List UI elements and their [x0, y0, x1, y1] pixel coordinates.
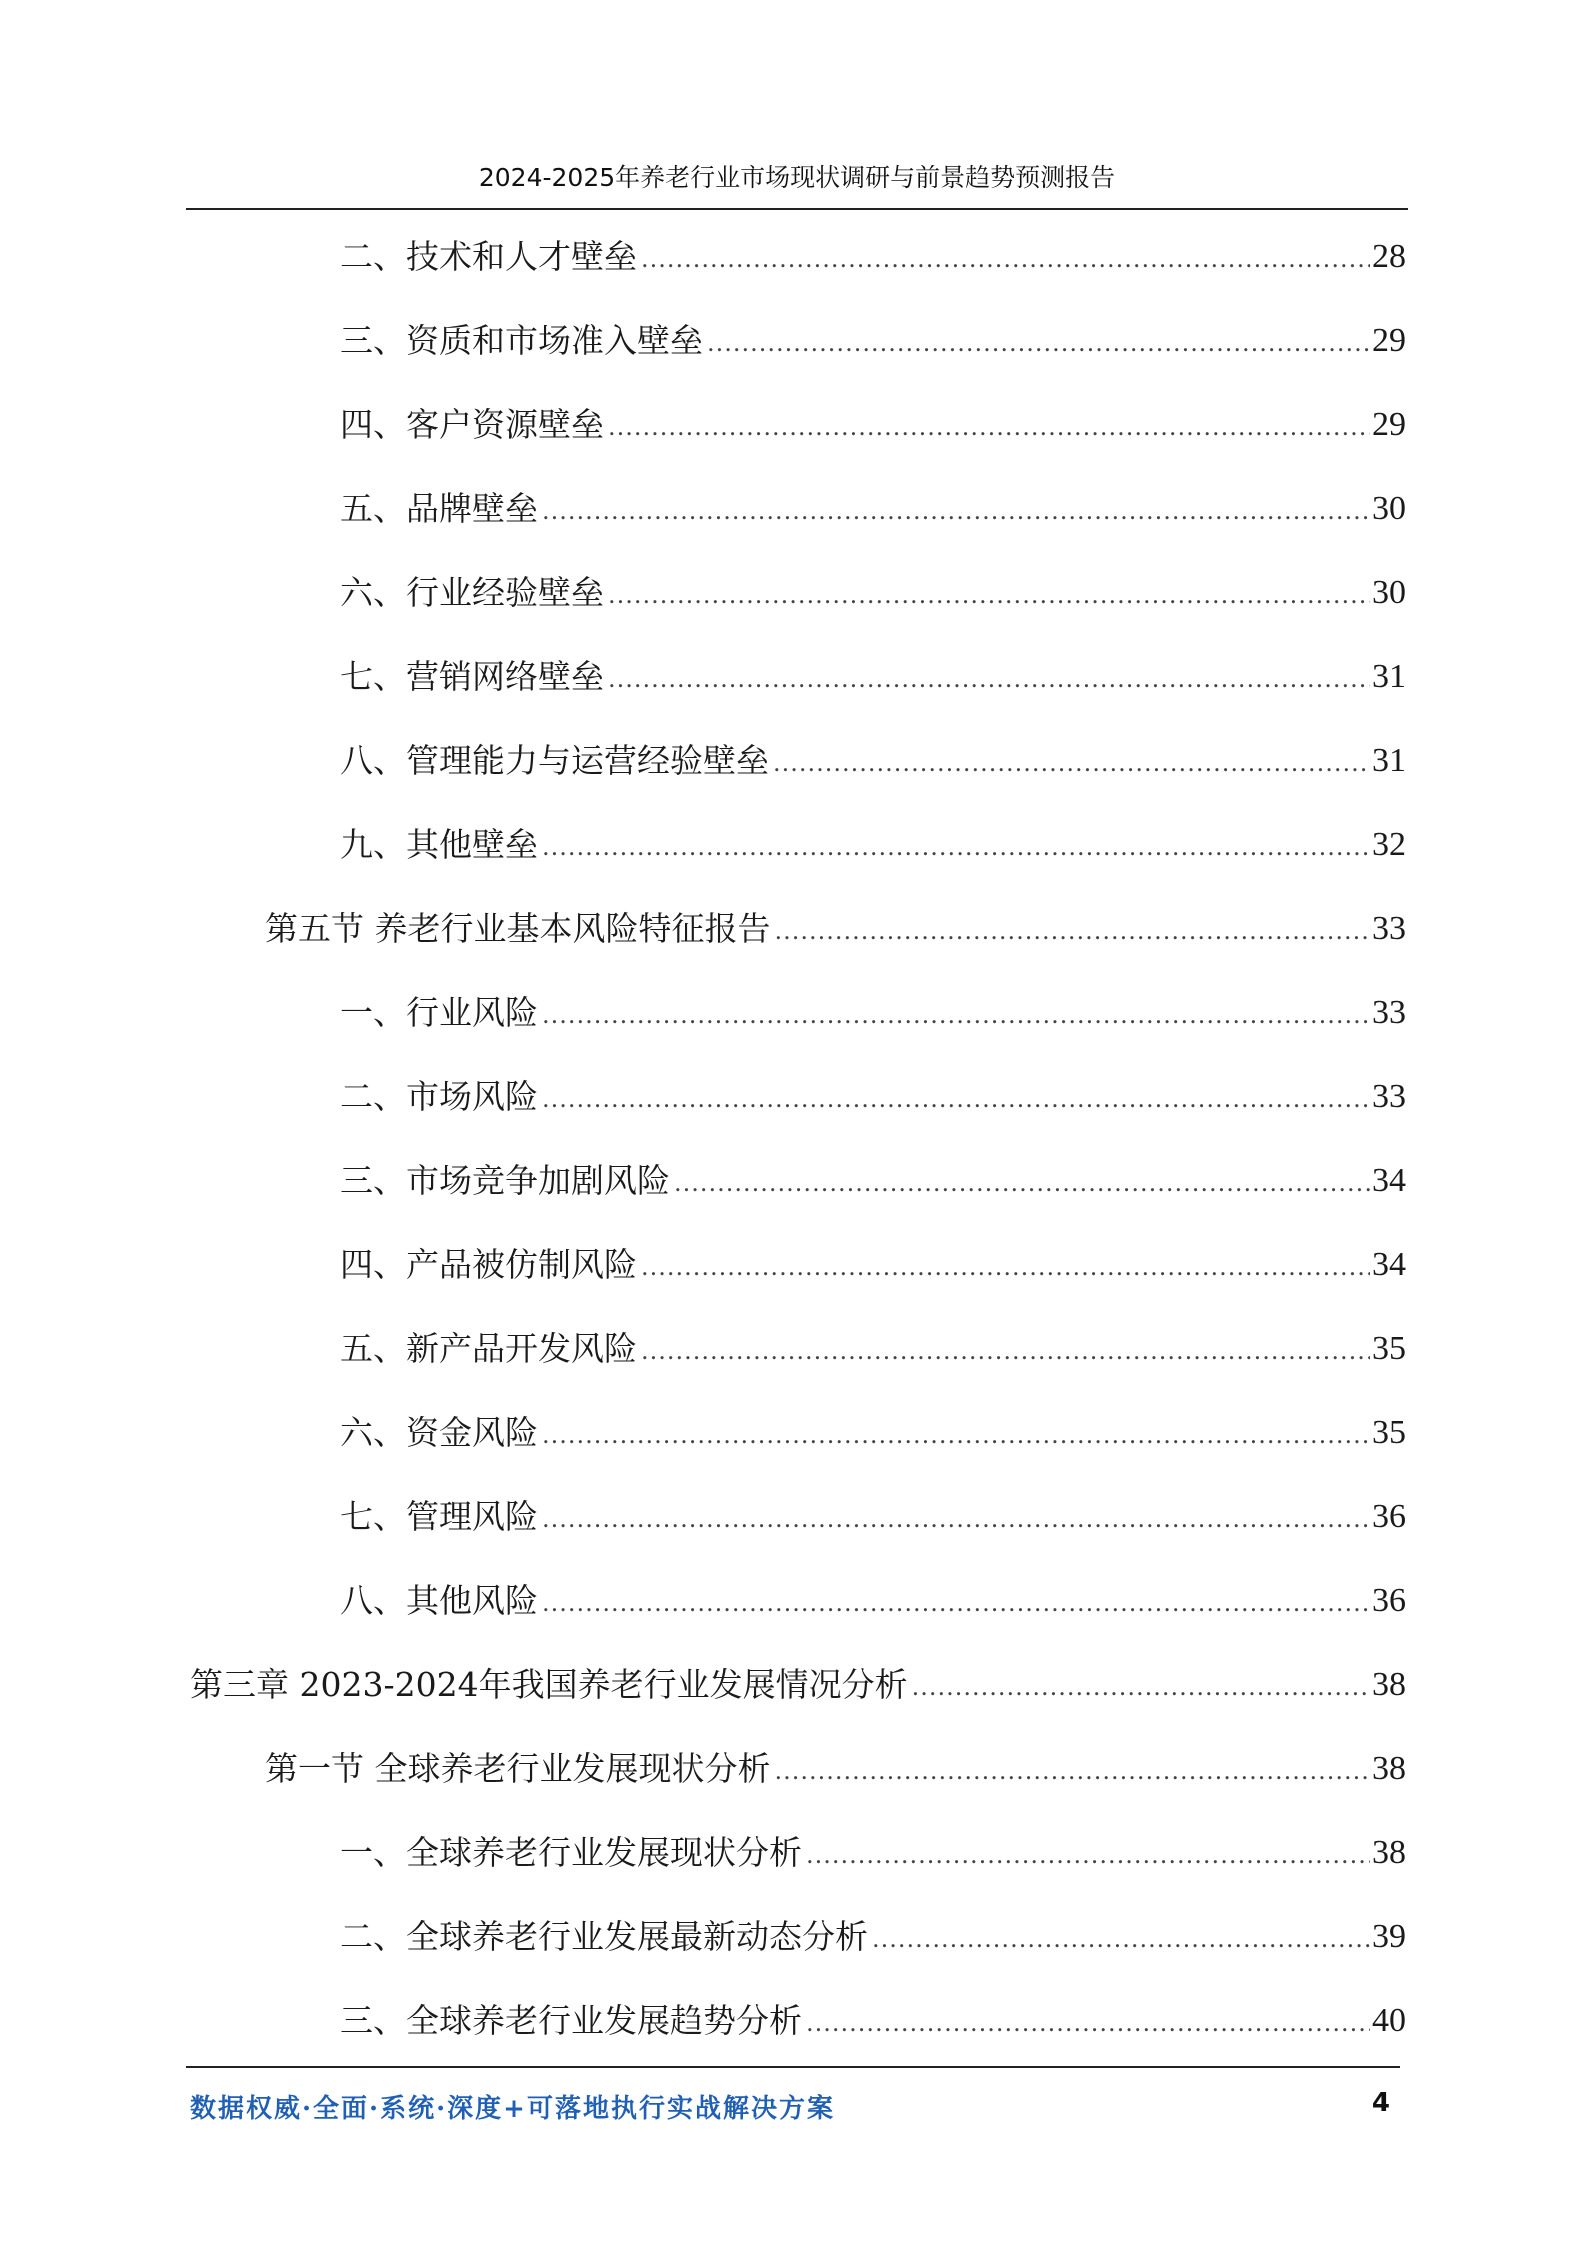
toc-entry[interactable] [340, 648, 1406, 698]
toc-leader-dots [674, 1168, 1370, 1198]
toc-entry[interactable] [340, 1068, 1406, 1118]
toc-leader-dots [806, 1840, 1370, 1870]
toc-entry[interactable] [340, 1908, 1406, 1958]
toc-entry-title: 第三章 2023-2024年我国养老行业发展情况分析 [190, 1665, 908, 1704]
toc-entry[interactable] [340, 396, 1406, 446]
toc-entry[interactable] [340, 1824, 1406, 1874]
toc-entry-title: 三、市场竞争加剧风险 [340, 1161, 670, 1200]
toc-entry-page: 38 [1372, 1834, 1406, 1871]
toc-leader-dots [542, 1588, 1370, 1618]
header-divider [186, 208, 1408, 210]
toc-entry[interactable] [340, 1404, 1406, 1454]
toc-leader-dots [773, 748, 1370, 778]
toc-entry[interactable] [340, 1320, 1406, 1370]
toc-entry-title: 八、其他风险 [340, 1581, 538, 1620]
toc-entry-page: 34 [1372, 1162, 1406, 1199]
toc-entry-chapter[interactable] [190, 1656, 1406, 1706]
footer-slogan: 数据权威·全面·系统·深度+可落地执行实战解决方案 [190, 2094, 835, 2124]
toc-entry-title: 三、资质和市场准入壁垒 [340, 321, 703, 360]
toc-entry-title: 第五节 养老行业基本风险特征报告 [265, 909, 771, 948]
toc-entry-title: 九、其他壁垒 [340, 825, 538, 864]
toc-leader-dots [542, 1420, 1370, 1450]
toc-entry-title: 二、全球养老行业发展最新动态分析 [340, 1917, 868, 1956]
toc-leader-dots [872, 1924, 1370, 1954]
toc-leader-dots [775, 1756, 1371, 1786]
toc-entry-page: 38 [1372, 1666, 1406, 1703]
toc-entry-title: 五、品牌壁垒 [340, 489, 538, 528]
toc-entry-page: 30 [1372, 490, 1406, 527]
toc-entry-section[interactable] [265, 900, 1406, 950]
toc-entry-title: 第一节 全球养老行业发展现状分析 [265, 1749, 771, 1788]
toc-leader-dots [775, 916, 1371, 946]
toc-leader-dots [707, 328, 1370, 358]
footer-divider [186, 2066, 1400, 2068]
toc-entry-page: 40 [1372, 2002, 1406, 2039]
toc-entry[interactable] [340, 564, 1406, 614]
toc-entry-page: 33 [1372, 1078, 1406, 1115]
toc-entry-page: 31 [1372, 742, 1406, 779]
toc-entry[interactable] [340, 228, 1406, 278]
toc-entry-page: 32 [1372, 826, 1406, 863]
toc-leader-dots [542, 1084, 1370, 1114]
toc-entry-page: 29 [1372, 322, 1406, 359]
toc-entry-page: 33 [1372, 910, 1406, 947]
toc-entry-title: 一、全球养老行业发展现状分析 [340, 1833, 802, 1872]
toc-leader-dots [641, 1336, 1370, 1366]
toc-entry-title: 七、管理风险 [340, 1497, 538, 1536]
toc-entry-page: 39 [1372, 1918, 1406, 1955]
toc-leader-dots [542, 1000, 1370, 1030]
toc-entry-section[interactable] [265, 1740, 1406, 1790]
toc-entry-title: 四、产品被仿制风险 [340, 1245, 637, 1284]
toc-leader-dots [608, 580, 1370, 610]
toc-entry-page: 29 [1372, 406, 1406, 443]
toc-entry-page: 35 [1372, 1414, 1406, 1451]
toc-leader-dots [912, 1672, 1370, 1702]
toc-entry[interactable] [340, 1152, 1406, 1202]
toc-leader-dots [608, 664, 1370, 694]
toc-entry[interactable] [340, 1236, 1406, 1286]
toc-leader-dots [542, 496, 1370, 526]
toc-entry-page: 31 [1372, 658, 1406, 695]
toc-entry-page: 30 [1372, 574, 1406, 611]
toc-leader-dots [806, 2008, 1370, 2038]
toc-entry-title: 四、客户资源壁垒 [340, 405, 604, 444]
toc-entry-title: 三、全球养老行业发展趋势分析 [340, 2001, 802, 2040]
toc-entry-page: 33 [1372, 994, 1406, 1031]
toc-leader-dots [641, 244, 1370, 274]
toc-leader-dots [542, 1504, 1370, 1534]
toc-entry-page: 34 [1372, 1246, 1406, 1283]
toc-entry-title: 二、市场风险 [340, 1077, 538, 1116]
toc-entry-title: 五、新产品开发风险 [340, 1329, 637, 1368]
toc-leader-dots [608, 412, 1370, 442]
toc-entry[interactable] [340, 1488, 1406, 1538]
toc-entry-title: 一、行业风险 [340, 993, 538, 1032]
toc-entry-page: 28 [1372, 238, 1406, 275]
toc-entry-page: 38 [1372, 1750, 1406, 1787]
toc-entry-page: 36 [1372, 1498, 1406, 1535]
toc-entry[interactable] [340, 816, 1406, 866]
toc-entry[interactable] [340, 1992, 1406, 2042]
toc-entry-title: 七、营销网络壁垒 [340, 657, 604, 696]
toc-entry[interactable] [340, 312, 1406, 362]
toc-leader-dots [641, 1252, 1370, 1282]
toc-entry-page: 35 [1372, 1330, 1406, 1367]
toc-entry-page: 36 [1372, 1582, 1406, 1619]
toc-entry-title: 六、资金风险 [340, 1413, 538, 1452]
toc-entry-title: 二、技术和人才壁垒 [340, 237, 637, 276]
toc-entry[interactable] [340, 732, 1406, 782]
toc-entry[interactable] [340, 1572, 1406, 1622]
toc-entry-title: 六、行业经验壁垒 [340, 573, 604, 612]
toc-entry[interactable] [340, 480, 1406, 530]
toc-entry[interactable] [340, 984, 1406, 1034]
toc-leader-dots [542, 832, 1370, 862]
footer-page-number: 4 [1371, 2088, 1390, 2118]
page-header-title: 2024-2025年养老行业市场现状调研与前景趋势预测报告 [478, 163, 1116, 192]
toc-entry-title: 八、管理能力与运营经验壁垒 [340, 741, 769, 780]
